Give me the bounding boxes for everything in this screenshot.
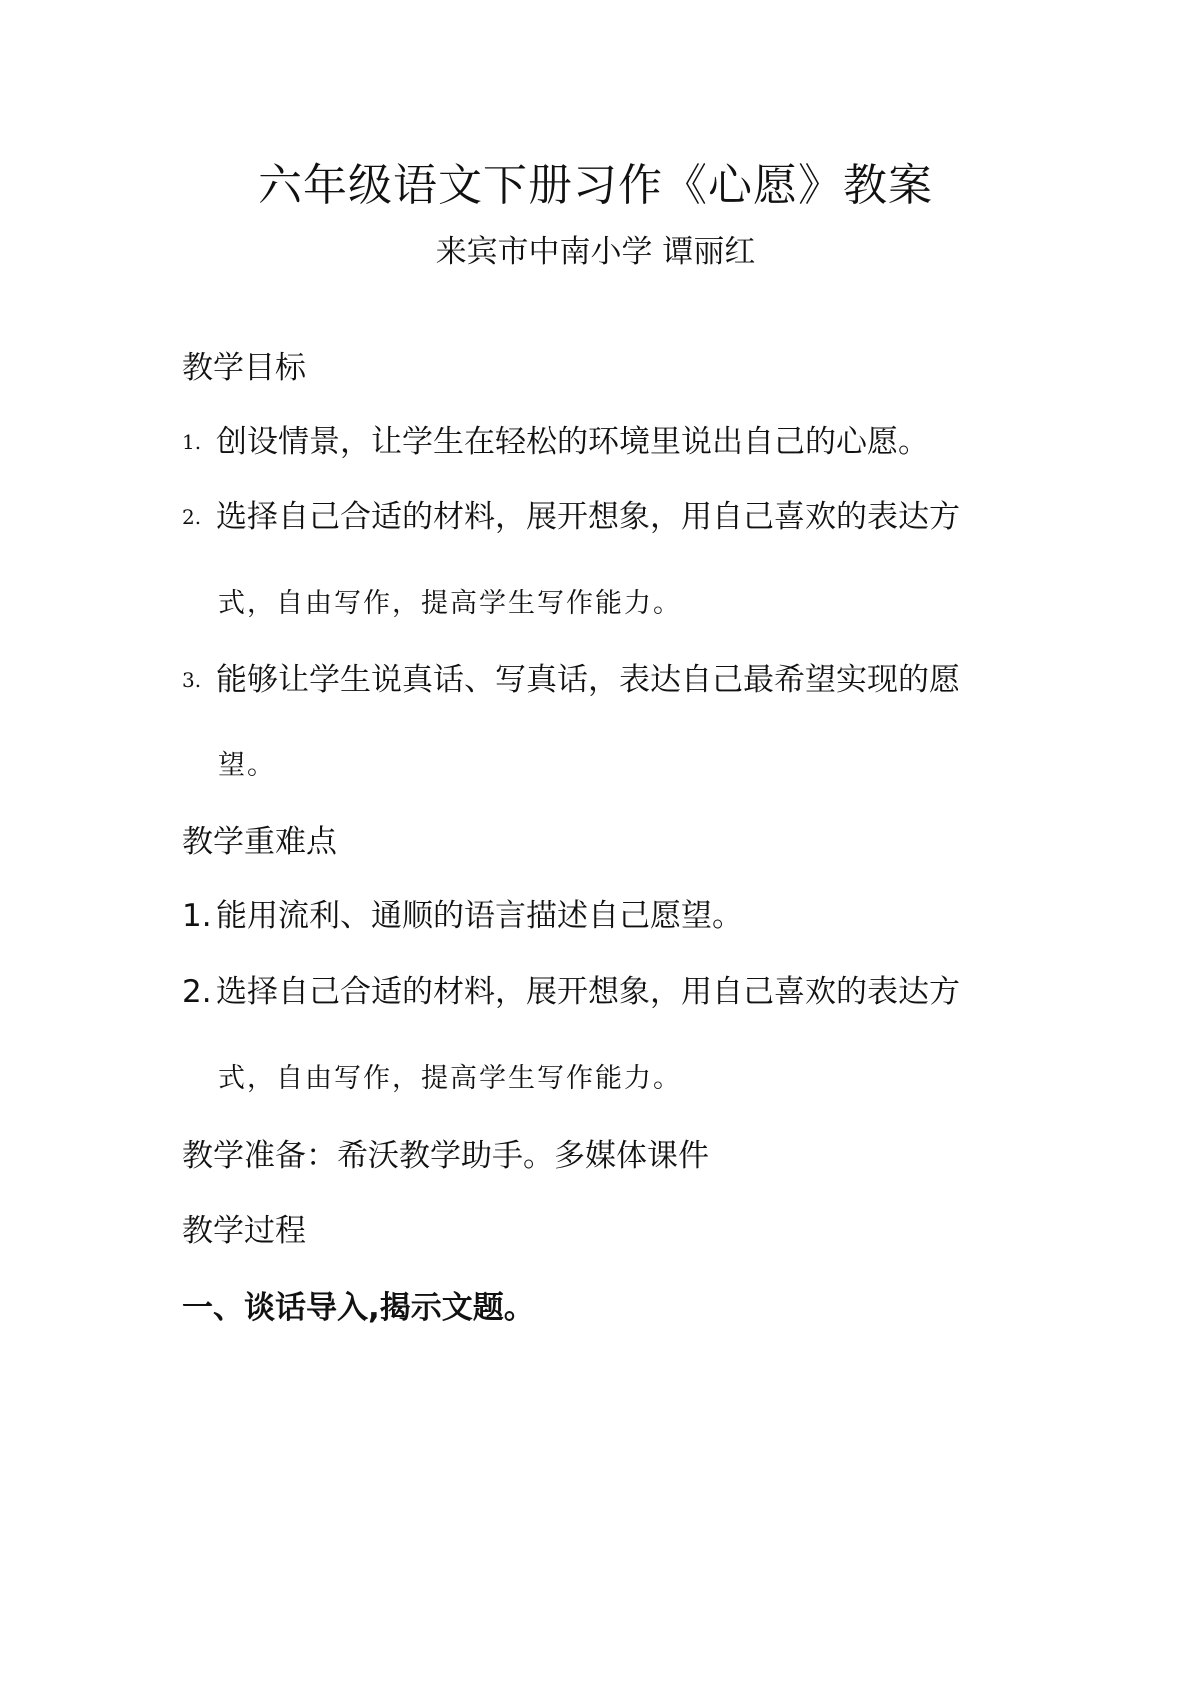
goal-item-3-number: 3. [182,668,202,692]
key-point-item-1 [182,896,743,936]
goal-item-2-continuation: 式，自由写作，提高学生写作能力。 [218,588,682,619]
preparation-line: 教学准备：希沃教学助手。多媒体课件 [182,1138,709,1174]
goal-item-3-text: 能够让学生说真话、写真话，表达自己最希望实现的愿 [216,662,960,698]
key-points-heading: 教学重难点 [182,824,337,860]
goal-item-1-text: 创设情景，让学生在轻松的环境里说出自己的心愿。 [216,424,929,460]
process-heading: 教学过程 [182,1213,306,1249]
goal-item-2-number: 2. [182,505,202,529]
key-point-item-1-number: 1. [182,898,212,934]
goal-item-3-continuation: 望。 [218,750,276,781]
goal-item-2-text: 选择自己合适的材料，展开想象，用自己喜欢的表达方 [216,499,960,535]
document-title: 六年级语文下册习作《心愿》教案 [258,160,933,211]
key-point-item-1-text: 能用流利、通顺的语言描述自己愿望。 [216,898,743,934]
key-point-item-2 [182,972,960,1012]
goal-item-2 [182,497,960,537]
goal-item-1 [182,422,929,462]
section-one-heading: 一、谈话导入,揭示文题。 [182,1290,535,1326]
key-point-item-2-number: 2. [182,974,212,1010]
key-point-item-2-text: 选择自己合适的材料，展开想象，用自己喜欢的表达方 [216,974,960,1010]
goals-heading: 教学目标 [182,350,306,386]
goal-item-1-number: 1. [182,430,202,454]
key-point-item-2-continuation: 式，自由写作，提高学生写作能力。 [218,1063,682,1094]
goal-item-3 [182,660,960,700]
author-line: 来宾市中南小学 谭丽红 [435,234,756,270]
